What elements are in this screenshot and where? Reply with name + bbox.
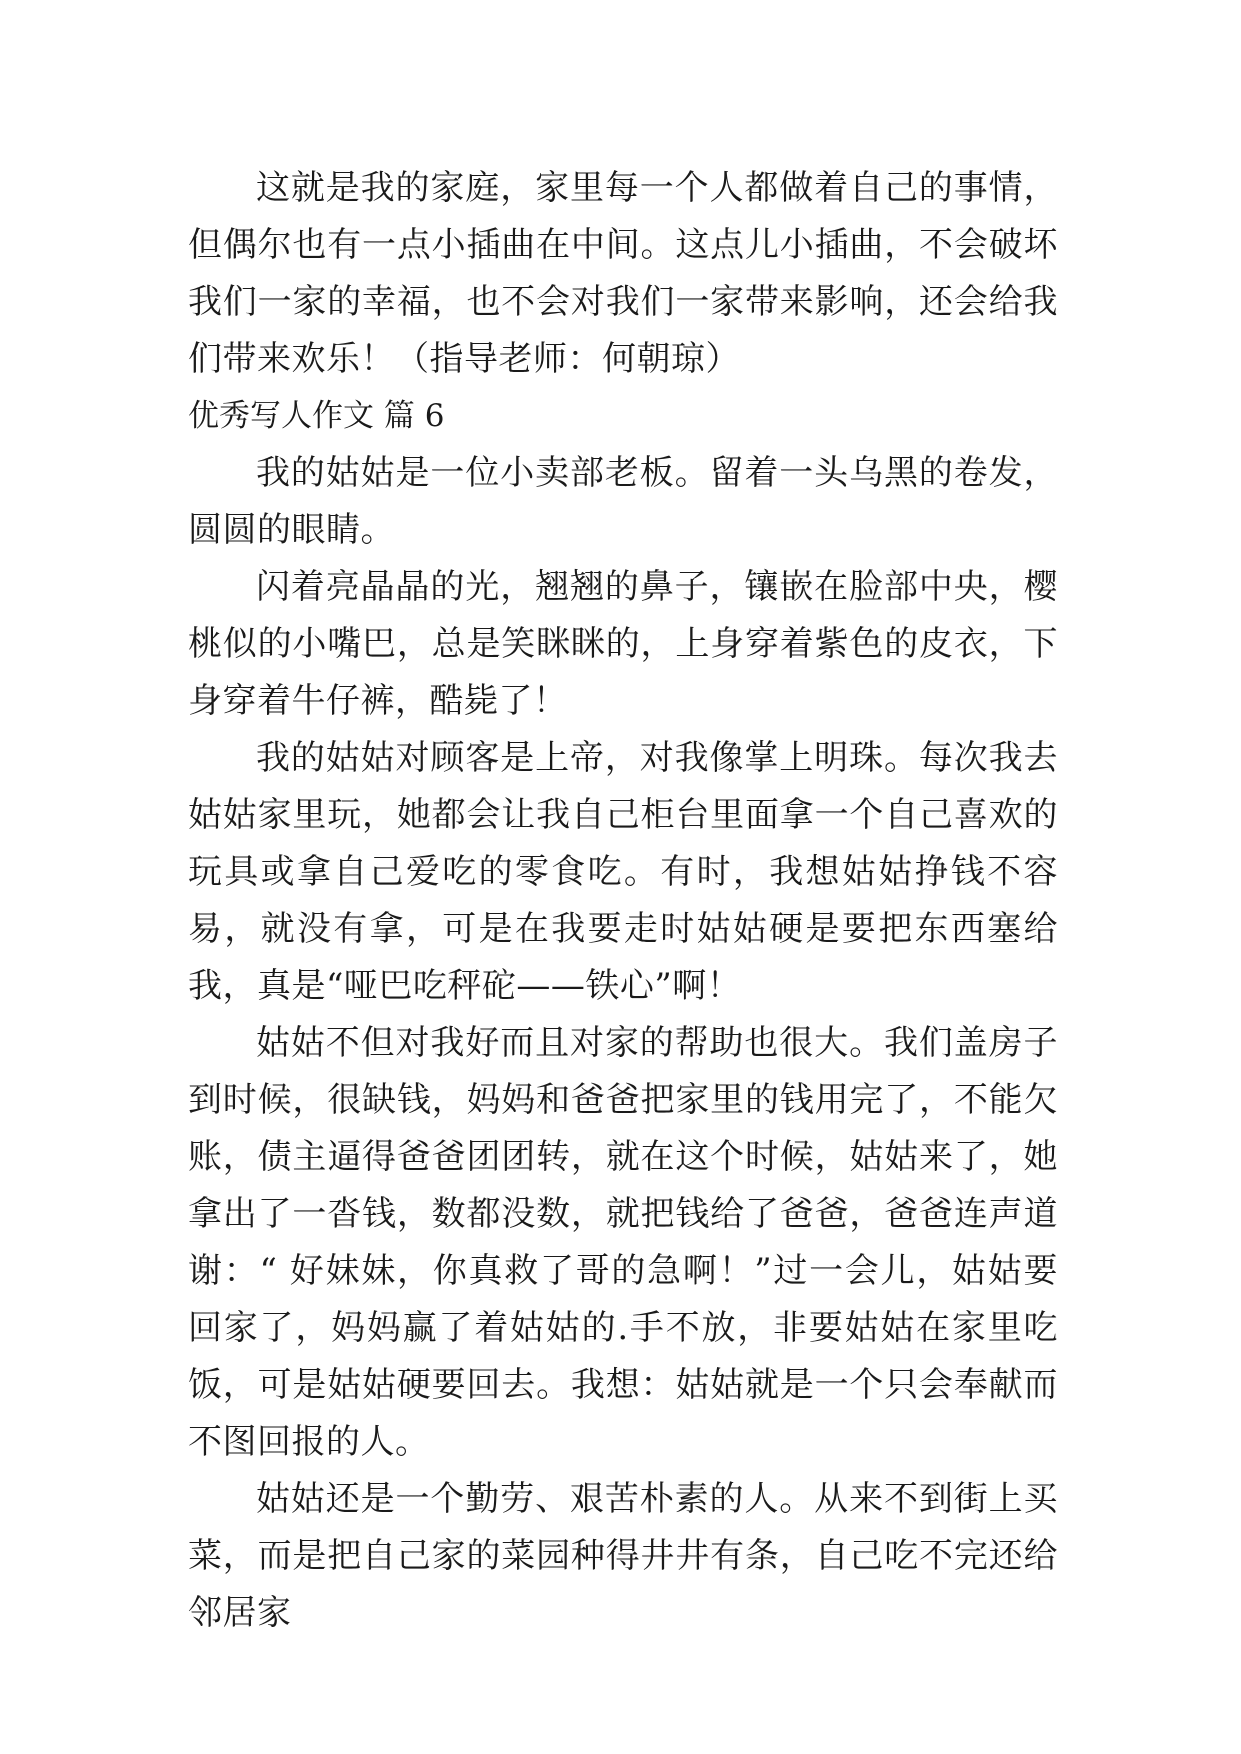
paragraph: 我的姑姑对顾客是上帝，对我像掌上明珠。每次我去姑姑家里玩，她都会让我自己柜台里面拿一个自己喜欢的玩具或拿自己爱吃的零食吃。有时，我想姑姑挣钱不容易，就没有拿，可是在我要走时姑姑硬是要把东西塞给我，真是“哑巴吃秤砣——铁心”啊！ <box>188 738 1058 1006</box>
paragraph: 姑姑不但对我好而且对家的帮助也很大。我们盖房子到时候，很缺钱，妈妈和爸爸把家里的钱用完了，不能欠账，债主逼得爸爸团团转，就在这个时候，姑姑来了，她拿出了一沓钱，数都没数，就把钱给了爸爸，爸爸连声道谢：“ 好妹妹，你真救了哥的急啊！”过一会儿，姑姑要回家了，妈妈赢了着姑姑的.手不放，非要姑姑在家里吃饭，可是姑姑硬要回去。我想：姑姑就是一个只会奉献而不图回报的人。 <box>188 1023 1058 1462</box>
intro-paragraph: 这就是我的家庭，家里每一个人都做着自己的事情，但偶尔也有一点小插曲在中间。这点儿小插曲，不会破坏我们一家的幸福，也不会对我们一家带来影响，还会给我们带来欢乐！（指导老师：何朝琼） <box>188 168 1058 379</box>
document-page <box>188 160 1058 1642</box>
section-heading: 优秀写人作文 篇 6 <box>188 398 445 434</box>
paragraph: 闪着亮晶晶的光，翘翘的鼻子，镶嵌在脸部中央，樱桃似的小嘴巴，总是笑眯眯的，上身穿着紫色的皮衣，下身穿着牛仔裤，酷毙了！ <box>188 567 1058 721</box>
paragraph: 姑姑还是一个勤劳、艰苦朴素的人。从来不到街上买菜，而是把自己家的菜园种得井井有条，自己吃不完还给邻居家 <box>188 1479 1058 1633</box>
paragraph: 我的姑姑是一位小卖部老板。留着一头乌黑的卷发，圆圆的眼睛。 <box>188 453 1058 550</box>
